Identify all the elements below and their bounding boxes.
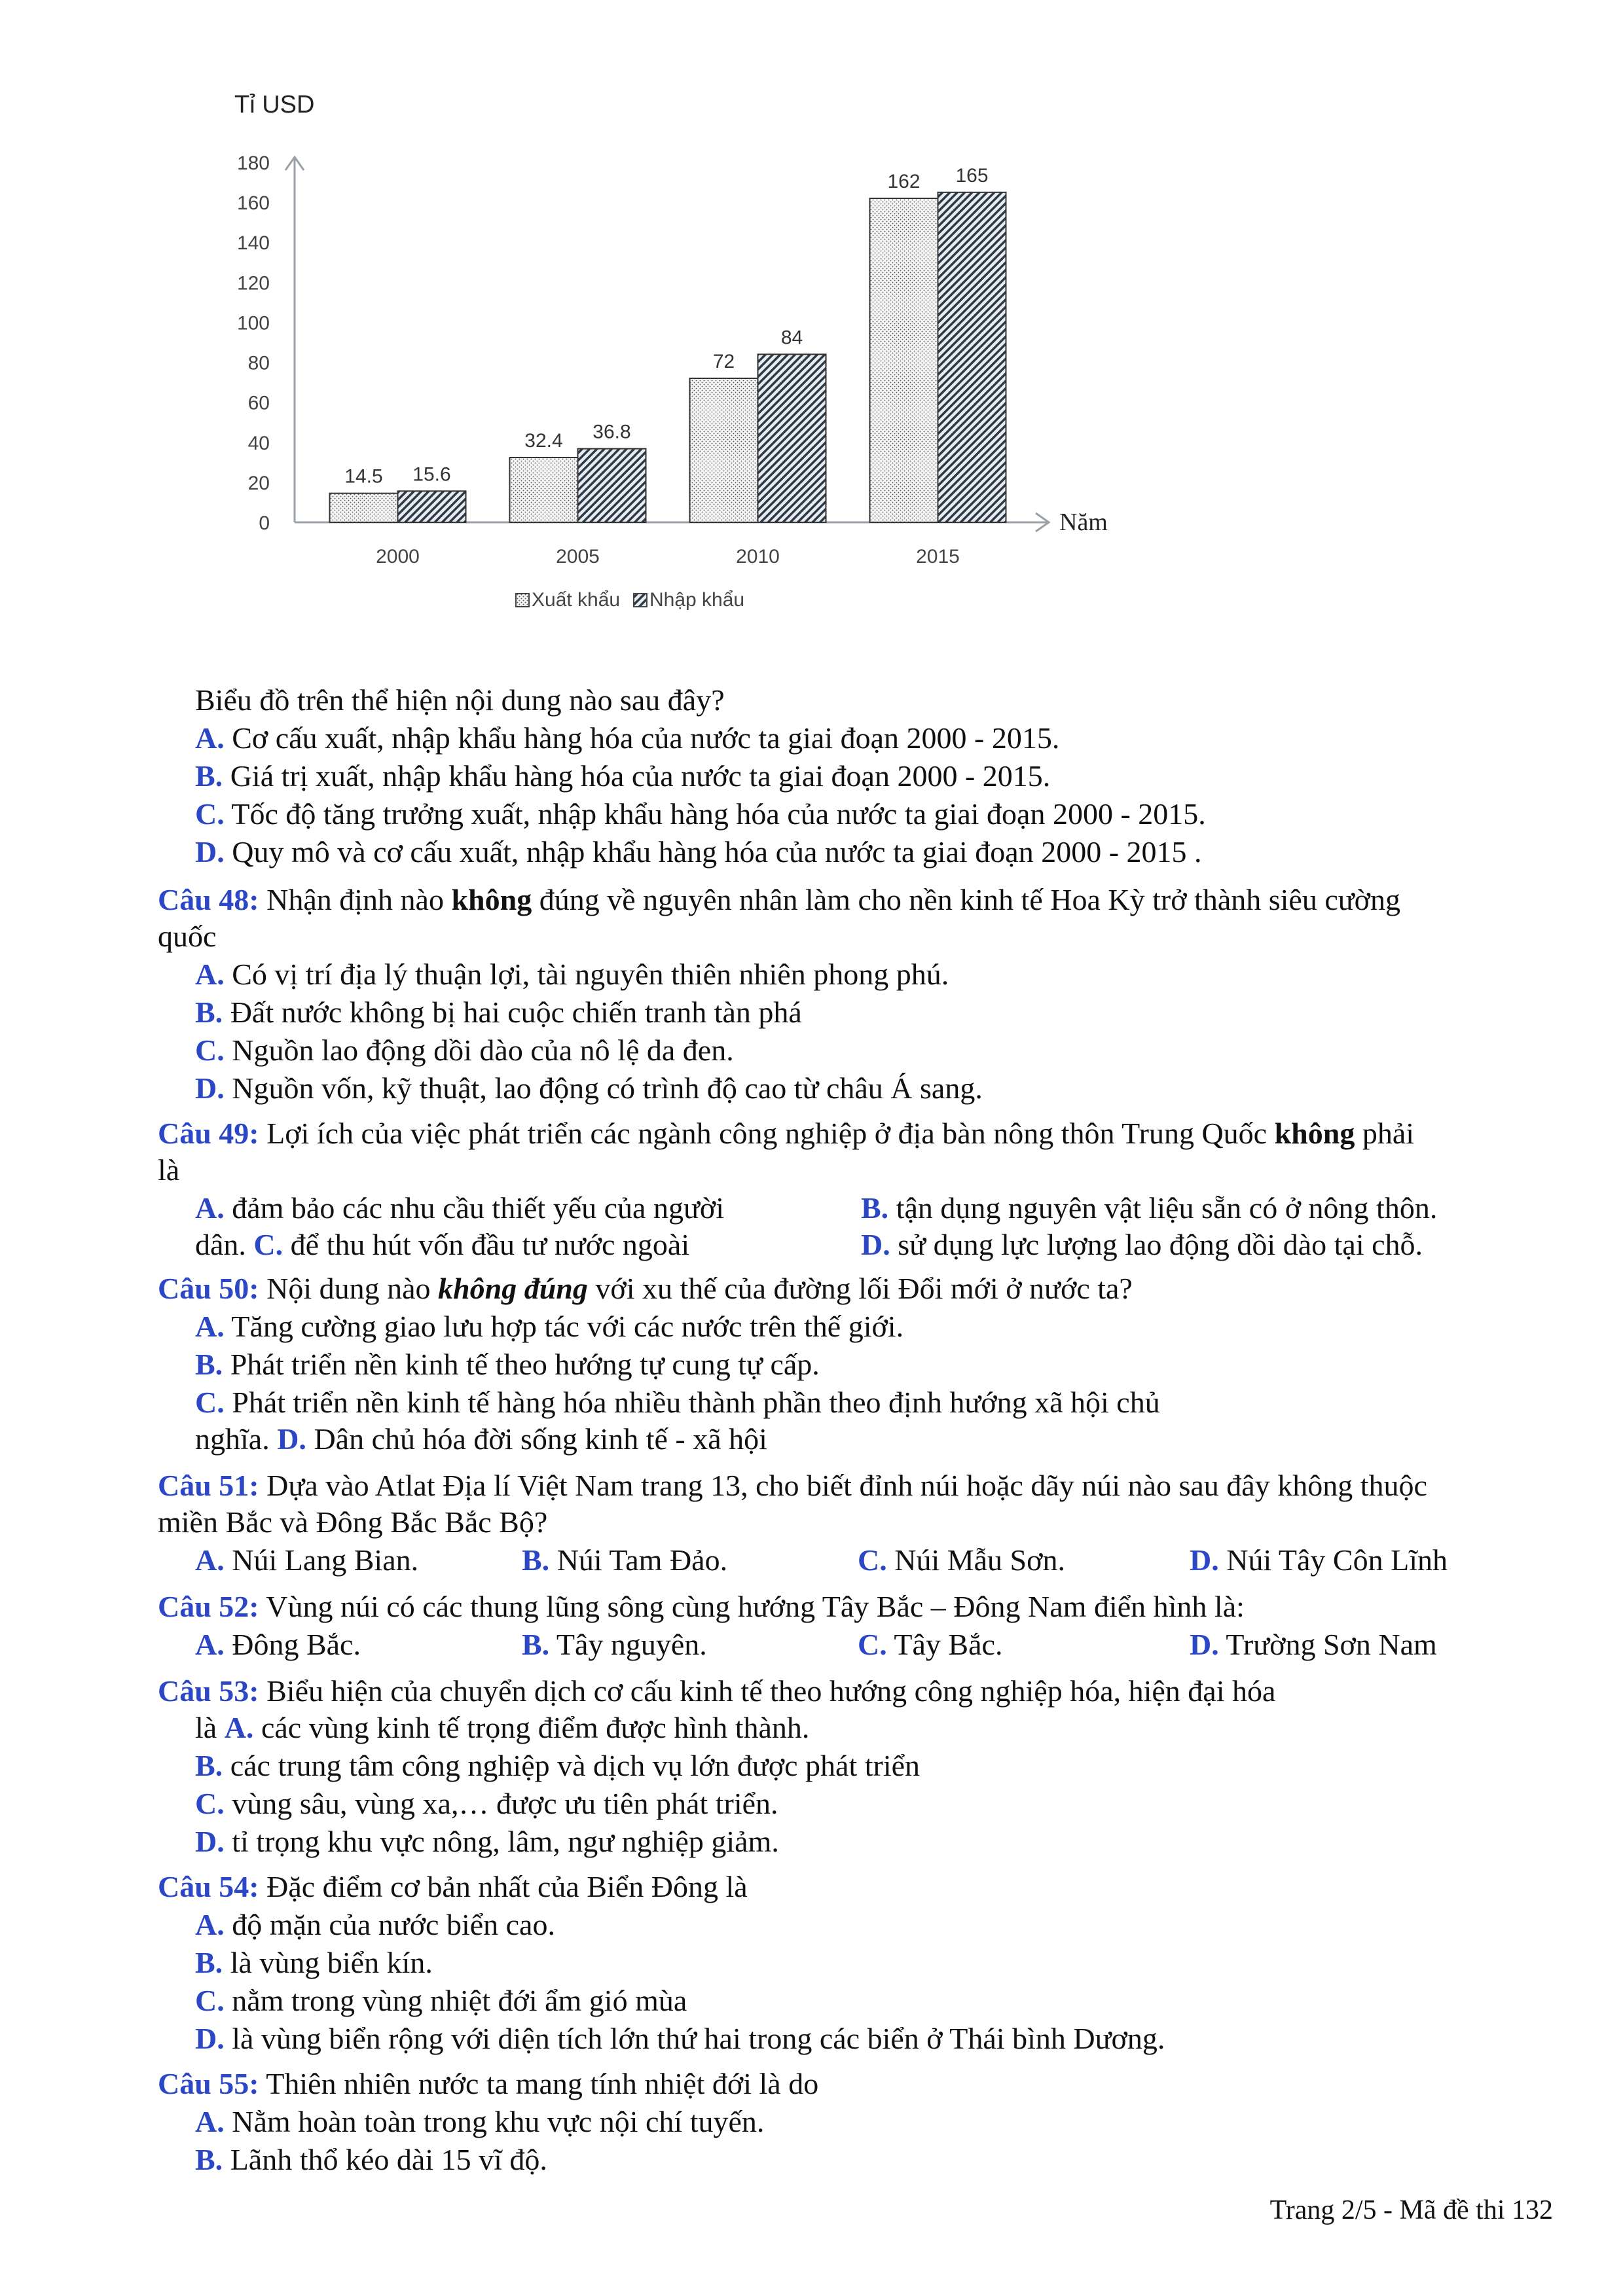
option-text: Núi Tam Đảo. bbox=[556, 1543, 728, 1577]
x-tick-label: 2015 bbox=[916, 546, 960, 567]
option-label: B. bbox=[195, 996, 223, 1029]
stem-text: phải bbox=[1362, 1117, 1415, 1150]
stem-text: Lợi ích của việc phát triển các ngành công nghiệp ở địa bàn nông thôn Trung Quốc bbox=[266, 1117, 1267, 1150]
option-label: D. bbox=[195, 835, 225, 869]
question-label: Câu 55: bbox=[158, 2067, 259, 2100]
question-label: Câu 51: bbox=[158, 1469, 259, 1502]
stem-emphasis: không bbox=[1274, 1117, 1355, 1150]
legend-swatch-nhap-khau bbox=[634, 594, 647, 607]
question-label: Câu 48: bbox=[158, 883, 259, 916]
option-text: tỉ trọng khu vực nông, lâm, ngư nghiệp giảm. bbox=[232, 1825, 779, 1858]
q50-option-a bbox=[195, 1308, 903, 1345]
option-text: để thu hút vốn đầu tư nước ngoài bbox=[290, 1228, 690, 1261]
q48-option-a bbox=[195, 956, 949, 993]
option-text: Giá trị xuất, nhập khẩu hàng hóa của nước ta giai đoạn 2000 - 2015. bbox=[230, 759, 1051, 793]
q49-option-d bbox=[861, 1227, 1423, 1263]
option-label: A. bbox=[195, 1628, 225, 1661]
legend bbox=[516, 589, 744, 611]
y-tick-label: 100 bbox=[236, 312, 270, 334]
stem-text: đúng về nguyên nhân làm cho nền kinh tế Hoa Kỳ trở thành siêu cường bbox=[539, 883, 1401, 916]
option-label: A. bbox=[195, 958, 225, 991]
q52-option-b bbox=[522, 1626, 707, 1663]
q52-stem bbox=[158, 1588, 1245, 1625]
data-label-nhap-khau-2010: 84 bbox=[780, 327, 803, 349]
q55-option-b bbox=[195, 2142, 547, 2178]
q53-option-a bbox=[195, 1710, 809, 1746]
option-text: Nguồn lao động dồi dào của nô lệ da đen. bbox=[232, 1033, 734, 1067]
option-text: Có vị trí địa lý thuận lợi, tài nguyên thiên nhiên phong phú. bbox=[232, 958, 949, 991]
option-label: D. bbox=[195, 1825, 225, 1858]
stem-text: Dựa vào Atlat Địa lí Việt Nam trang 13, cho biết đỉnh núi hoặc dãy núi nào sau đây không thuộc bbox=[266, 1469, 1427, 1502]
stem-text: Biểu hiện của chuyển dịch cơ cấu kinh tế theo hướng công nghiệp hóa, hiện đại hóa bbox=[266, 1674, 1276, 1708]
q48-option-d bbox=[195, 1070, 983, 1107]
option-a-cont: dân. bbox=[195, 1228, 246, 1261]
y-tick-label: 60 bbox=[247, 392, 270, 414]
q52-option-c bbox=[858, 1626, 1002, 1663]
option-label: B. bbox=[522, 1628, 550, 1661]
intro-stem: Biểu đồ trên thể hiện nội dung nào sau đây? bbox=[195, 683, 725, 717]
option-text: độ mặn của nước biển cao. bbox=[232, 1908, 555, 1941]
bar-xuat-khau-2005 bbox=[510, 457, 578, 522]
y-axis-label: Tỉ USD bbox=[234, 91, 315, 118]
bar-xuat-khau-2010 bbox=[690, 378, 758, 522]
stem-emphasis: không bbox=[451, 883, 532, 916]
x-tick-label: 2000 bbox=[376, 546, 420, 567]
option-text: đảm bảo các nhu cầu thiết yếu của người bbox=[232, 1191, 724, 1225]
option-text: Lãnh thổ kéo dài 15 vĩ độ. bbox=[230, 2143, 547, 2176]
option-label: B. bbox=[195, 759, 223, 793]
stem-text: Nội dung nào bbox=[266, 1272, 431, 1305]
option-label: A. bbox=[195, 2105, 225, 2138]
q54-option-c bbox=[195, 1982, 687, 2019]
q50-option-d bbox=[195, 1421, 767, 1458]
option-label: A. bbox=[195, 721, 225, 755]
option-text: vùng sâu, vùng xa,… được ưu tiên phát triển. bbox=[232, 1787, 778, 1820]
option-text: Núi Tây Côn Lĩnh bbox=[1226, 1543, 1448, 1577]
option-text: Nằm hoàn toàn trong khu vực nội chí tuyến. bbox=[232, 2105, 765, 2138]
y-tick-label: 0 bbox=[259, 512, 270, 534]
data-label-nhap-khau-2000: 15.6 bbox=[412, 463, 451, 486]
legend-label-nhap-khau: Nhập khẩu bbox=[649, 589, 745, 611]
y-tick-label: 20 bbox=[247, 472, 270, 494]
option-label: A. bbox=[195, 1908, 225, 1941]
y-tick-label: 120 bbox=[236, 272, 270, 295]
legend-swatch-xuat-khau bbox=[516, 594, 529, 607]
bar-nhap-khau-2005 bbox=[578, 449, 646, 522]
y-tick-label: 40 bbox=[247, 432, 270, 454]
q54-option-d bbox=[195, 2020, 1165, 2057]
q53-option-d bbox=[195, 1823, 779, 1860]
bar-chart bbox=[196, 85, 1152, 628]
q55-stem bbox=[158, 2066, 818, 2102]
option-label: A. bbox=[224, 1711, 254, 1744]
bar-nhap-khau-2010 bbox=[758, 354, 826, 522]
intro-option-d bbox=[195, 834, 1202, 870]
q50-option-b bbox=[195, 1346, 820, 1383]
y-tick-label: 80 bbox=[247, 352, 270, 374]
option-label: D. bbox=[861, 1228, 890, 1261]
option-label: C. bbox=[858, 1628, 887, 1661]
option-label: B. bbox=[522, 1543, 550, 1577]
option-label: B. bbox=[195, 1749, 223, 1782]
option-text: Dân chủ hóa đời sống kinh tế - xã hội bbox=[314, 1422, 767, 1456]
option-text: Đông Bắc. bbox=[232, 1628, 361, 1661]
q48-stem bbox=[158, 882, 1400, 918]
option-text: sử dụng lực lượng lao động dồi dào tại chỗ. bbox=[898, 1228, 1423, 1261]
option-text: Phát triển nền kinh tế hàng hóa nhiều thành phần theo định hướng xã hội chủ bbox=[232, 1386, 1160, 1419]
option-text: các vùng kinh tế trọng điểm được hình thành. bbox=[261, 1711, 810, 1744]
y-tick-label: 140 bbox=[236, 232, 270, 255]
q48-option-c bbox=[195, 1032, 734, 1069]
stem-text: Đặc điểm cơ bản nhất của Biển Đông là bbox=[266, 1870, 748, 1903]
x-tick-label: 2005 bbox=[556, 546, 600, 567]
option-label: B. bbox=[195, 2143, 223, 2176]
q55-option-a bbox=[195, 2104, 764, 2140]
stem-emphasis: không đúng bbox=[438, 1272, 588, 1305]
option-label: A. bbox=[195, 1543, 225, 1577]
option-label: C. bbox=[195, 1033, 225, 1067]
option-label: D. bbox=[195, 1071, 225, 1105]
option-label: A. bbox=[195, 1191, 225, 1225]
q54-stem bbox=[158, 1869, 748, 1905]
option-text: các trung tâm công nghiệp và dịch vụ lớn được phát triển bbox=[230, 1749, 921, 1782]
q54-option-a bbox=[195, 1907, 555, 1943]
option-label: A. bbox=[195, 1310, 225, 1343]
option-text: là vùng biển rộng với diện tích lớn thứ hai trong các biển ở Thái bình Dương. bbox=[232, 2022, 1165, 2055]
q52-option-d bbox=[1190, 1626, 1437, 1663]
option-label: C. bbox=[195, 1984, 225, 2017]
q51-stem-cont: miền Bắc và Đông Bắc Bắc Bộ? bbox=[158, 1505, 548, 1539]
y-tick-label: 160 bbox=[236, 192, 270, 215]
question-label: Câu 53: bbox=[158, 1674, 259, 1708]
q49-stem bbox=[158, 1115, 1414, 1152]
q53-option-c bbox=[195, 1785, 778, 1822]
q49-stem-cont: là bbox=[158, 1153, 180, 1187]
stem-cont: là bbox=[195, 1711, 217, 1744]
option-text: Núi Mẫu Sơn. bbox=[894, 1543, 1065, 1577]
q52-option-a bbox=[195, 1626, 361, 1663]
option-label: D. bbox=[1190, 1543, 1219, 1577]
intro-option-a bbox=[195, 720, 1059, 757]
option-text: Tốc độ tăng trưởng xuất, nhập khẩu hàng hóa của nước ta giai đoạn 2000 - 2015. bbox=[231, 797, 1206, 831]
bar-xuat-khau-2000 bbox=[330, 493, 398, 522]
stem-text: với xu thế của đường lối Đổi mới ở nước ta? bbox=[595, 1272, 1133, 1305]
q53-stem bbox=[158, 1673, 1275, 1710]
data-label-xuat-khau-2015: 162 bbox=[887, 171, 921, 192]
question-label: Câu 54: bbox=[158, 1870, 259, 1903]
option-text: Trường Sơn Nam bbox=[1226, 1628, 1437, 1661]
data-label-xuat-khau-2000: 14.5 bbox=[344, 465, 383, 488]
option-label: C. bbox=[195, 1386, 225, 1419]
question-label: Câu 50: bbox=[158, 1272, 259, 1305]
data-label-xuat-khau-2010: 72 bbox=[712, 351, 735, 372]
q50-option-c bbox=[195, 1384, 1160, 1421]
option-label: C. bbox=[858, 1543, 887, 1577]
option-text: Nguồn vốn, kỹ thuật, lao động có trình độ cao từ châu Á sang. bbox=[232, 1071, 983, 1105]
option-text: Núi Lang Bian. bbox=[232, 1543, 419, 1577]
option-text: Cơ cấu xuất, nhập khẩu hàng hóa của nước ta giai đoạn 2000 - 2015. bbox=[232, 721, 1060, 755]
question-label: Câu 49: bbox=[158, 1117, 259, 1150]
option-label: C. bbox=[195, 1787, 225, 1820]
option-text: tận dụng nguyên vật liệu sẵn có ở nông thôn. bbox=[896, 1191, 1438, 1225]
option-text: là vùng biển kín. bbox=[230, 1946, 433, 1979]
q51-option-a bbox=[195, 1542, 418, 1579]
option-text: Đất nước không bị hai cuộc chiến tranh tàn phá bbox=[230, 996, 802, 1029]
option-text: Phát triển nền kinh tế theo hướng tự cung tự cấp. bbox=[230, 1348, 820, 1381]
option-label: C. bbox=[253, 1228, 283, 1261]
bar-xuat-khau-2015 bbox=[870, 198, 938, 522]
q51-option-c bbox=[858, 1542, 1065, 1579]
option-label: C. bbox=[195, 797, 225, 831]
option-label: B. bbox=[861, 1191, 889, 1225]
q49-option-a bbox=[195, 1190, 724, 1227]
bar-nhap-khau-2015 bbox=[938, 192, 1006, 522]
x-axis-label: Năm bbox=[1059, 509, 1108, 536]
option-text: Tây nguyên. bbox=[556, 1628, 707, 1661]
x-tick-label: 2010 bbox=[736, 546, 780, 567]
q50-stem bbox=[158, 1270, 1133, 1307]
data-label-xuat-khau-2005: 32.4 bbox=[524, 430, 563, 452]
option-label: D. bbox=[1190, 1628, 1219, 1661]
q51-option-b bbox=[522, 1542, 727, 1579]
stem-text: Vùng núi có các thung lũng sông cùng hướng Tây Bắc – Đông Nam điển hình là: bbox=[266, 1590, 1245, 1623]
option-c-cont: nghĩa. bbox=[195, 1422, 270, 1456]
q54-option-b bbox=[195, 1945, 433, 1981]
option-label: B. bbox=[195, 1946, 223, 1979]
question-label: Câu 52: bbox=[158, 1590, 259, 1623]
option-label: D. bbox=[195, 2022, 225, 2055]
q51-stem bbox=[158, 1467, 1427, 1504]
option-text: nằm trong vùng nhiệt đới ẩm gió mùa bbox=[232, 1984, 687, 2017]
bar-nhap-khau-2000 bbox=[398, 491, 466, 522]
option-text: Tăng cường giao lưu hợp tác với các nước trên thế giới. bbox=[231, 1310, 904, 1343]
q48-stem-cont: quốc bbox=[158, 920, 217, 953]
y-tick-label: 180 bbox=[236, 152, 270, 174]
option-text: Tây Bắc. bbox=[894, 1628, 1003, 1661]
option-text: Quy mô và cơ cấu xuất, nhập khẩu hàng hóa của nước ta giai đoạn 2000 - 2015 . bbox=[232, 835, 1202, 869]
option-label: B. bbox=[195, 1348, 223, 1381]
stem-text: Thiên nhiên nước ta mang tính nhiệt đới là do bbox=[266, 2067, 819, 2100]
q53-option-b bbox=[195, 1748, 920, 1784]
page-footer: Trang 2/5 - Mã đề thi 132 bbox=[1269, 2195, 1553, 2225]
data-label-nhap-khau-2005: 36.8 bbox=[593, 421, 631, 443]
q51-option-d bbox=[1190, 1542, 1448, 1579]
intro-option-c bbox=[195, 796, 1206, 833]
intro-option-b bbox=[195, 758, 1050, 795]
data-label-nhap-khau-2015: 165 bbox=[955, 164, 989, 187]
legend-label-xuat-khau: Xuất khẩu bbox=[532, 589, 621, 611]
stem-text: Nhận định nào bbox=[266, 883, 444, 916]
q48-option-b bbox=[195, 994, 802, 1031]
q49-option-c bbox=[195, 1227, 689, 1263]
option-label: D. bbox=[277, 1422, 306, 1456]
q49-option-b bbox=[861, 1190, 1437, 1227]
